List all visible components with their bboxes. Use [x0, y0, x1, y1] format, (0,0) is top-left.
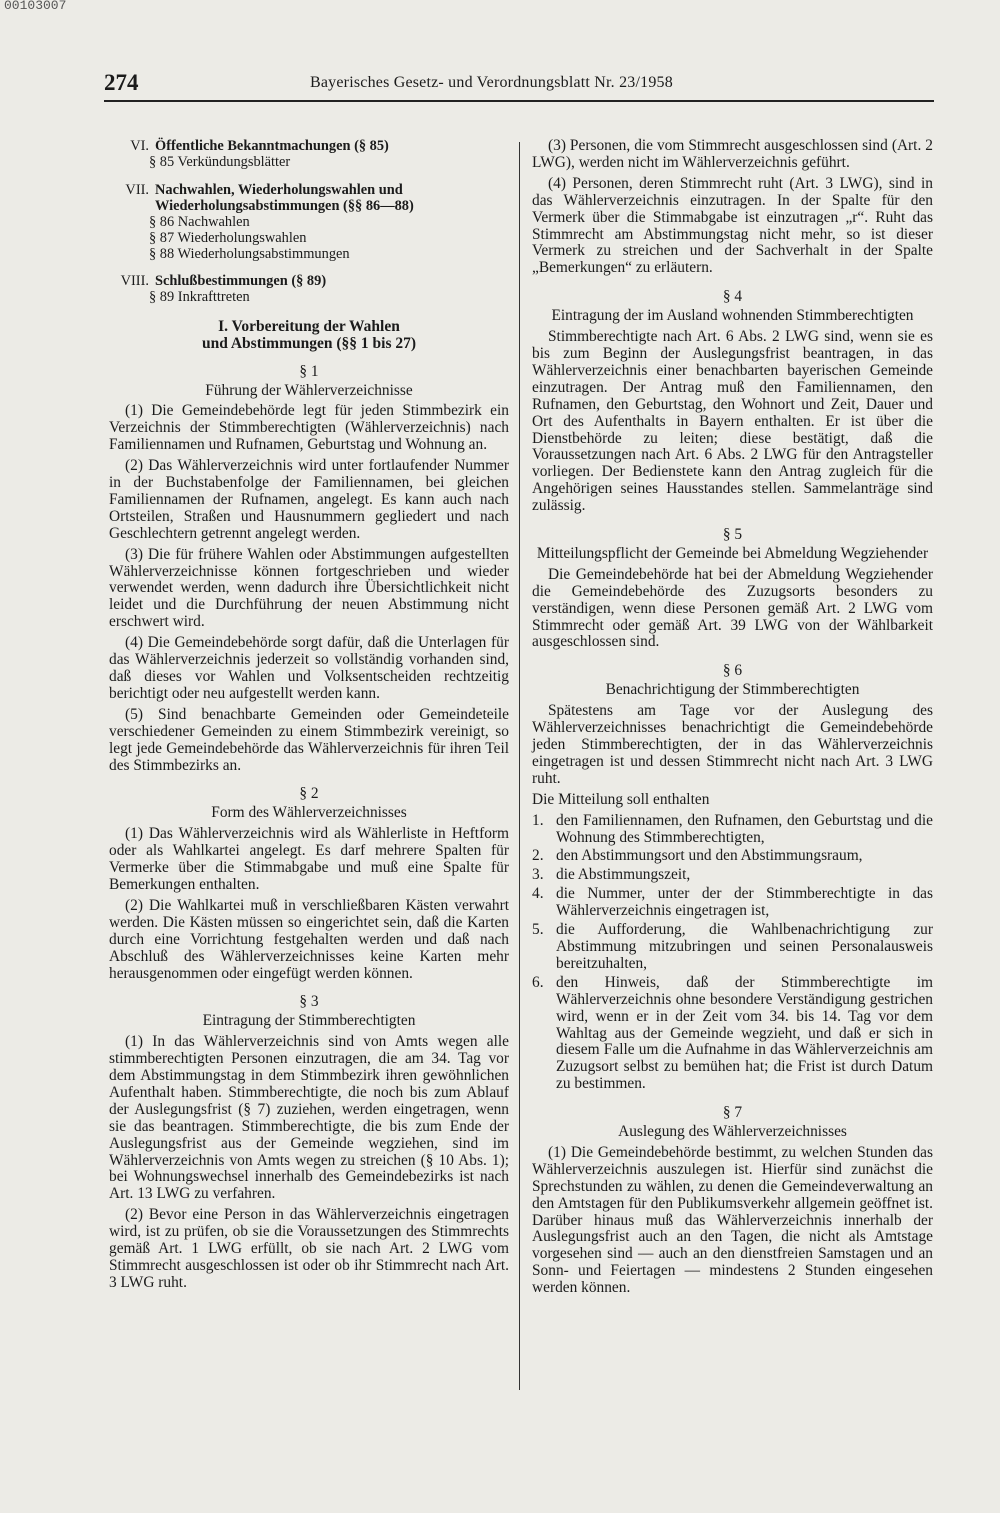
paragraph: (1) Die Gemeindebehörde bestimmt, zu welchen Stunden das Wählerverzeichnis auszulegen ist. Hierfür sind zunächst die Sprechstunden zu wählen, zu denen die Gemeindeverwaltung an den Amtstagen für den Publikumsverkehr allgemein geöffnet ist. Darüber hinaus muß das Wählerverzeichnis innerhalb der Auslegungsfrist auch an den Tagen, die nicht als Amtstage vorgesehen sind — auch an den dienstfreien Samstagen und an Sonn- und Feiertagen — mindestens 2 Stunden eingesehen werden können. — [532, 1143, 933, 1297]
column-divider — [519, 142, 520, 1390]
toc-item: § 86 Nachwahlen — [149, 214, 250, 231]
paragraph: Stimmberechtigte nach Art. 6 Abs. 2 LWG sind, wenn sie es bis zum Beginn der Auslegungsfrist beantragen, in das Wählerverzeichnis einer benachbarten bayerischen Gemeinde einzutragen. Der Antrag muß den Familiennamen, den Rufnamen, den Geburtstag, den Wohnort und Zeit, Dauer und Ort des Aufenthalts in Bayern enthalten. Er ist über die Dienstbehörde zu leiten; diese bestätigt, daß die Voraussetzungen nach Art. 6 Abs. 2 LWG für den Antragsteller vorliegen. Der Bedienstete kann den Antrag zugleich für die Angehörigen seines Hausstandes stellen. Sammelanträge sind zulässig. — [532, 328, 933, 515]
left-column — [109, 138, 509, 1296]
toc-section — [109, 273, 509, 306]
chapter-heading: I. Vorbereitung der Wahlen und Abstimmungen (§§ 1 bis 27) — [201, 317, 417, 352]
list-item: 3. die Abstimmungszeit, — [532, 866, 691, 884]
paragraph: (4) Die Gemeindebehörde sorgt dafür, daß die Unterlagen für das Wählerverzeichnis jederzeit so vollständig vorhanden sind, daß dieses vor Wahlen und Volksentscheiden rechtzeitig berichtigt oder neu aufgestellt werden kann. — [109, 634, 509, 702]
toc-title: Nachwahlen, Wiederholungswahlen und Wiederholungsabstimmungen (§§ 86—88) — [155, 181, 414, 215]
list-item: 4. die Nummer, unter der der Stimmberechtigte in das Wählerverzeichnis eingetragen ist, — [532, 885, 933, 920]
section-number: § 1 — [299, 362, 319, 380]
section-number: § 6 — [722, 662, 743, 680]
enumerated-list — [532, 813, 933, 1094]
toc-number: VI. — [130, 138, 149, 154]
page-header — [104, 70, 934, 102]
toc-number: VIII. — [120, 273, 149, 290]
section-title: Führung der Wählerverzeichnisse — [205, 381, 413, 399]
section-number: § 2 — [299, 785, 319, 803]
toc-item: § 88 Wiederholungsabstimmungen — [149, 245, 350, 262]
archive-stamp: 00103007 — [4, 0, 67, 13]
toc-title: Öffentliche Bekanntmachungen (§ 85) — [155, 138, 389, 154]
page-number: 274 — [104, 70, 139, 95]
paragraph: (1) Das Wählerverzeichnis wird als Wählerliste in Heftform oder als Wahlkartei angelegt. Es darf mehrere Spalten für Vermerke über die Stimmabgabe und muß eine Spalte für Bemerkungen enthalten. — [109, 825, 509, 893]
section-title: Mitteilungspflicht der Gemeinde bei Abmeldung Wegziehender — [536, 544, 929, 562]
section-title: Benachrichtigung der Stimmberechtigten — [605, 681, 860, 699]
section-number: § 5 — [722, 526, 743, 544]
paragraph: Spätestens am Tage vor der Auslegung des Wählerverzeichnisses benachrichtigt die Gemeindebehörde jeden Stimmberechtigten, der in das Wählerverzeichnis eingetragen ist und dessen Stimmrecht nicht nach Art. 3 LWG ruht. — [532, 702, 933, 787]
paragraph: (5) Sind benachbarte Gemeinden oder Gemeindeteile verschiedener Gemeinden zu einem Stimmbezirk vereinigt, so legt jede Gemeindebehörde das Wählerverzeichnis für ihren Teil des Stimmbezirks an. — [109, 705, 509, 774]
paragraph: Die Gemeindebehörde hat bei der Abmeldung Wegziehender die Gemeindebehörde des Zuzugsorts besonders zu verständigen, wenn diese Personen gemäß Art. 2 LWG vom Stimmrecht oder gemäß Art. 39 LWG von der Wählbarkeit ausgeschlossen sind. — [532, 565, 933, 651]
paragraph: (4) Personen, deren Stimmrecht ruht (Art. 3 LWG), sind in das Wählerverzeichnis einzutragen. In der Spalte für den Vermerk über die Stimmabgabe ist einzutragen „r“. Ruht das Stimmrecht am Abstimmungstag nicht mehr, so ist dieser Vermerk zu streichen und der Sachverhalt in der Spalte „Bemerkungen“ zu erläutern. — [532, 174, 933, 277]
toc-section — [109, 182, 509, 263]
running-title: Bayerisches Gesetz- und Verordnungsblatt Nr. 23/1958 — [310, 74, 673, 91]
toc-number: VII. — [125, 181, 149, 198]
paragraph: (3) Personen, die vom Stimmrecht ausgeschlossen sind (Art. 2 LWG), werden nicht im Wählerverzeichnis geführt. — [532, 137, 933, 171]
section-number: § 7 — [722, 1104, 743, 1122]
section-title: Eintragung der im Ausland wohnenden Stimmberechtigten — [551, 307, 914, 325]
list-item: 6. den Hinweis, daß der Stimmberechtigte im Wählerverzeichnis ohne besondere Verständigung gestrichen wird, wenn er in der Zeit vom 34. bis 14. Tag vor dem Wahltag aus der Gemeinde wegzieht, und daß er sich in diesem Falle um die Aufnahme in das Wählerverzeichnis am Zuzugsort selbst zu bemühen hat; die Frist ist durch Datum zu bestimmen. — [532, 973, 933, 1093]
section-number: § 4 — [722, 288, 743, 306]
right-column — [532, 138, 933, 1301]
paragraph: (1) Die Gemeindebehörde legt für jeden Stimmbezirk ein Verzeichnis der Stimmberechtigten (Wählerverzeichnis) nach Familiennamen und Rufnamen, Geburtstag und Wohnung an. — [109, 402, 509, 454]
paragraph: (1) In das Wählerverzeichnis sind von Amts wegen alle stimmberechtigten Personen einzutragen, die am 34. Tag vor dem Abstimmungstag in dem Stimmbezirk ihren gewöhnlichen Aufenthalt haben. Stimmberechtigte, die noch bis zum Ablauf der Auslegungsfrist (§ 7) zuziehen, werden eingetragen, wenn sie das beantragen. Stimmberechtigte, die bis zum Ende der Auslegungsfrist aus der Gemeinde wegziehen, sind im Wählerverzeichnis von Amts wegen zu streichen (§ 10 Abs. 1); bei Wohnungswechsel innerhalb des Gemeindebezirks ist nach Art. 13 LWG zu verfahren. — [109, 1033, 509, 1203]
section-title: Auslegung des Wählerverzeichnisses — [618, 1123, 847, 1141]
list-item: 2. den Abstimmungsort und den Abstimmungsraum, — [532, 847, 863, 865]
list-item: 5. die Aufforderung, die Wahlbenachrichtigung zur Abstimmung mitzubringen und seinen Personalausweis bereitzuhalten, — [532, 921, 933, 972]
section-title: Form des Wählerverzeichnisses — [211, 804, 407, 822]
list-item: 1. den Familiennamen, den Rufnamen, den Geburtstag und die Wohnung des Stimmberechtigten, — [532, 811, 933, 846]
toc-section — [109, 138, 509, 171]
toc-title: Schlußbestimmungen (§ 89) — [155, 273, 327, 290]
toc-item: § 85 Verkündungsblätter — [149, 153, 291, 170]
paragraph: (2) Das Wählerverzeichnis wird unter fortlaufender Nummer in der Buchstabenfolge der Familiennamen, bei gleichen Familiennamen der Rufnamen, angelegt. Es kann auch nach Ortsteilen, Straßen und Hausnummern gegliedert und nach Geschlechtern getrennt angelegt werden. — [109, 457, 509, 542]
section-number: § 3 — [299, 993, 319, 1011]
toc-item: § 87 Wiederholungswahlen — [149, 229, 307, 246]
paragraph: (2) Bevor eine Person in das Wählerverzeichnis eingetragen wird, ist zu prüfen, ob sie die Voraussetzungen des Stimmrechts gemäß Art. 1 LWG erfüllt, ob sie nach Art. 2 LWG vom Stimmrecht ausgeschlossen ist oder ob ihr Stimmrecht nach Art. 3 LWG ruht. — [109, 1206, 509, 1291]
section-title: Eintragung der Stimmberechtigten — [202, 1012, 416, 1030]
paragraph: (2) Die Wahlkartei muß in verschließbaren Kästen verwahrt werden. Die Kästen müssen so eingerichtet sein, daß die Karten durch eine Vorrichtung festgehalten werden und daß nach Abschluß des Wählerverzeichnisses keine Karten mehr herausgenommen oder eingefügt werden können. — [109, 896, 509, 982]
toc-item: § 89 Inkrafttreten — [149, 289, 250, 305]
list-intro: Die Mitteilung soll enthalten — [532, 790, 710, 808]
paragraph: (3) Die für frühere Wahlen oder Abstimmungen aufgestellten Wählerverzeichnisse können fortgeschrieben und wieder verwendet werden, wenn dadurch ihre Übersichtlichkeit nicht leidet und die Durchführung der neuen Abstimmung nicht erschwert wird. — [109, 545, 509, 631]
